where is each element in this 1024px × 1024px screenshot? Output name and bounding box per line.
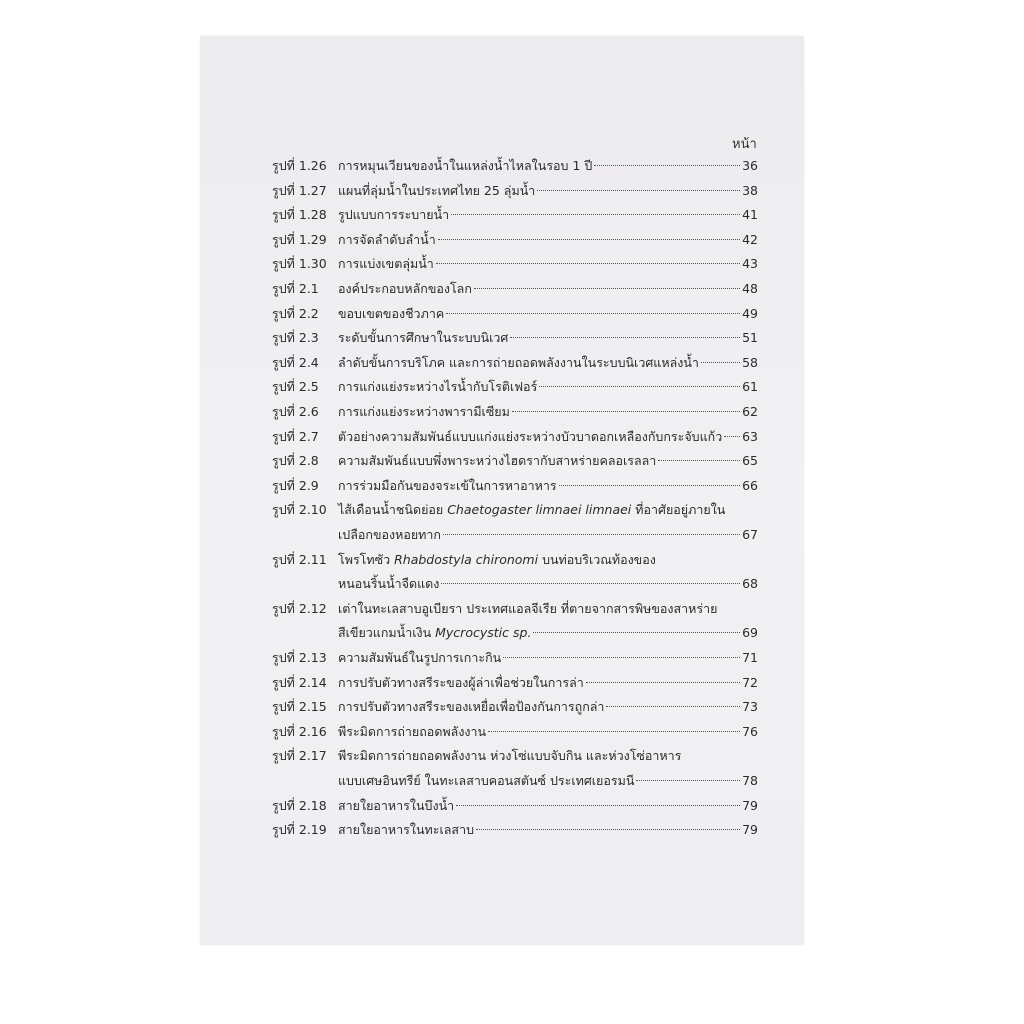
figure-title	[338, 525, 441, 545]
figure-title	[338, 353, 699, 373]
figure-title	[338, 181, 535, 201]
figure-entry	[272, 328, 758, 348]
title-text: ตัวอย่างความสัมพันธ์แบบแก่งแย่งระหว่างบัวบาดอกเหลืองกับกระจับแก้ว	[338, 428, 723, 444]
page-number: 69	[742, 625, 758, 641]
figure-number: รูปที่ 2.15	[272, 699, 327, 715]
page-number: 38	[742, 182, 758, 198]
title-text: การจัดลำดับลำน้ำ	[338, 231, 436, 247]
dot-leader	[586, 669, 740, 683]
figure-entry	[272, 648, 758, 668]
figure-number: รูปที่ 2.19	[272, 822, 327, 838]
figure-entry	[272, 697, 758, 717]
dot-leader	[503, 645, 740, 659]
title-text: พีระมิดการถ่ายถอดพลังงาน	[338, 723, 487, 739]
page-number: 58	[742, 354, 758, 370]
figure-number: รูปที่ 2.2	[272, 305, 319, 321]
title-text: เต่าในทะเลสาบอูเบียรา ประเทศแอลจีเรีย ที่ตายจากสารพิษของสาหร่าย	[338, 600, 718, 616]
figure-number: รูปที่ 2.9	[272, 477, 319, 493]
figure-title	[338, 500, 725, 520]
figure-number: รูปที่ 2.12	[272, 600, 327, 616]
figure-title	[338, 623, 531, 643]
page-number: 78	[742, 773, 758, 788]
figure-title	[338, 304, 444, 324]
figure-title	[338, 648, 501, 668]
figure-title	[338, 279, 472, 299]
figure-title	[338, 574, 439, 594]
figure-number: รูปที่ 2.3	[272, 330, 319, 346]
title-text: ลำดับขั้นการบริโภค และการถ่ายถอดพลังงานในระบบนิเวศแหล่งน้ำ	[338, 354, 699, 370]
title-text: ไส้เดือนน้ำชนิดย่อย	[338, 502, 448, 518]
figure-entry	[272, 796, 758, 816]
figure-entry	[272, 230, 758, 250]
page-number: 71	[742, 650, 758, 665]
figure-entry	[272, 427, 758, 447]
title-text: โพรโทซัว	[338, 551, 395, 567]
figure-entry	[272, 746, 758, 766]
figure-number: รูปที่ 2.4	[272, 354, 319, 370]
figure-entry-continuation	[272, 623, 758, 643]
figure-title	[338, 550, 656, 570]
figure-title	[338, 722, 486, 742]
figure-number: รูปที่ 2.5	[272, 379, 319, 395]
figure-number: รูปที่ 2.7	[272, 428, 319, 444]
figure-entry	[272, 181, 758, 201]
figure-entry	[272, 156, 758, 176]
figure-number: รูปที่ 2.8	[272, 453, 319, 469]
figure-number: รูปที่ 2.1	[272, 281, 319, 296]
title-text: การปรับตัวทางสรีระของเหยื่อเพื่อป้องกันการถูกล่า	[338, 699, 605, 715]
page-number: 65	[742, 453, 758, 469]
figure-title	[338, 746, 681, 766]
dot-leader	[441, 571, 740, 585]
species-name: Mycrocystic sp.	[435, 625, 532, 641]
dot-leader	[474, 276, 740, 290]
title-text: ที่อาศัยอยู่ภายใน	[631, 502, 726, 518]
title-text: สายใยอาหารในทะเลสาบ	[338, 822, 475, 838]
title-text: การแบ่งเขตลุ่มน้ำ	[338, 256, 434, 272]
page-number: 36	[742, 158, 758, 173]
figure-entry	[272, 304, 758, 324]
title-text: แผนที่ลุ่มน้ำในประเทศไทย 25 ลุ่มน้ำ	[338, 182, 536, 198]
figure-number: รูปที่ 2.14	[272, 674, 327, 690]
page-number: 72	[742, 674, 758, 690]
figure-entry-continuation	[272, 574, 758, 594]
figure-title	[338, 599, 717, 619]
figure-entry	[272, 599, 758, 619]
figure-number: รูปที่ 2.13	[272, 650, 327, 665]
figure-entry	[272, 353, 758, 373]
figure-entry	[272, 476, 758, 496]
figure-number: รูปที่ 2.17	[272, 748, 327, 764]
page-number: 68	[742, 576, 758, 592]
figure-title	[338, 697, 604, 717]
page-number: 62	[742, 404, 758, 419]
figure-number: รูปที่ 1.26	[272, 158, 327, 173]
figure-title	[338, 230, 436, 250]
figure-title	[338, 771, 634, 791]
dot-leader	[539, 374, 740, 388]
title-text: การร่วมมือกันของจระเข้ในการหาอาหาร	[338, 477, 557, 493]
figure-title	[338, 451, 656, 471]
title-text: พีระมิดการถ่ายถอดพลังงาน ห่วงโซ่แบบจับกิน และห่วงโซ่อาหาร	[338, 748, 682, 764]
figure-title	[338, 673, 584, 693]
dot-leader	[436, 251, 740, 265]
title-text: เปลือกของหอยทาก	[338, 527, 441, 542]
page-number: 63	[742, 428, 758, 444]
figure-entry	[272, 722, 758, 742]
title-text: แบบเศษอินทรีย์ ในทะเลสาบคอนสตันซ์ ประเทศเยอรมนี	[338, 773, 635, 788]
title-text: การแก่งแย่งระหว่างไรน้ำกับโรติเฟอร์	[338, 379, 538, 395]
dot-leader	[594, 153, 740, 167]
page-column-header: หน้า	[732, 137, 757, 152]
dot-leader	[724, 423, 740, 437]
figure-number: รูปที่ 1.28	[272, 207, 327, 223]
page-number: 79	[742, 822, 758, 838]
figure-title	[338, 254, 434, 274]
figure-entry	[272, 402, 758, 422]
species-name: Chaetogaster limnaei limnaei	[447, 502, 632, 518]
figure-number: รูปที่ 2.16	[272, 723, 327, 739]
dot-leader	[443, 522, 740, 536]
dot-leader	[456, 792, 740, 806]
figure-entry	[272, 550, 758, 570]
title-text: การแก่งแย่งระหว่างพารามีเซียม	[338, 404, 510, 419]
page-number: 43	[742, 256, 758, 272]
title-text: สายใยอาหารในบึงน้ำ	[338, 797, 455, 813]
page-number: 41	[742, 207, 758, 223]
figure-title	[338, 476, 557, 496]
title-text: สีเขียวแกมน้ำเงิน	[338, 625, 436, 641]
figure-title	[338, 377, 537, 397]
figure-title	[338, 328, 508, 348]
page-number: 61	[742, 379, 758, 395]
page-number: 79	[742, 797, 758, 813]
page-number: 66	[742, 477, 758, 493]
figure-entry-continuation	[272, 771, 758, 791]
page-number: 49	[742, 305, 758, 321]
title-text: ความสัมพันธ์แบบพึ่งพาระหว่างไฮดรากับสาหร่ายคลอเรลลา	[338, 453, 657, 469]
figure-entry	[272, 205, 758, 225]
figure-entry	[272, 451, 758, 471]
title-text: การปรับตัวทางสรีระของผู้ล่าเพื่อช่วยในการล่า	[338, 674, 584, 690]
title-text: การหมุนเวียนของน้ำในแหล่งน้ำไหลในรอบ 1 ปี	[338, 158, 593, 173]
page-number: 48	[742, 281, 758, 296]
title-text: ระดับขั้นการศึกษาในระบบนิเวศ	[338, 330, 509, 346]
dot-leader	[701, 349, 740, 363]
title-text: องค์ประกอบหลักของโลก	[338, 281, 472, 296]
figure-title	[338, 402, 510, 422]
figure-title	[338, 156, 592, 176]
dot-leader	[476, 817, 740, 831]
dot-leader	[559, 472, 741, 486]
figure-number: รูปที่ 1.29	[272, 231, 327, 247]
figure-number: รูปที่ 2.11	[272, 551, 327, 567]
title-text: รูปแบบการระบายน้ำ	[338, 207, 450, 223]
page-number: 73	[742, 699, 758, 715]
title-text: ขอบเขตของชีวภาค	[338, 305, 445, 321]
species-name: Rhabdostyla chironomi	[394, 551, 539, 567]
figure-number: รูปที่ 2.6	[272, 404, 319, 419]
figure-number: รูปที่ 2.18	[272, 797, 327, 813]
dot-leader	[533, 620, 740, 634]
page-number: 76	[742, 723, 758, 739]
figure-number: รูปที่ 1.30	[272, 256, 327, 272]
figure-entry	[272, 279, 758, 299]
figure-entry	[272, 820, 758, 840]
dot-leader	[606, 694, 740, 708]
page-number: 42	[742, 231, 758, 247]
figure-entry	[272, 500, 758, 520]
dot-leader	[488, 718, 740, 732]
figure-title	[338, 820, 474, 840]
dot-leader	[512, 399, 740, 413]
figure-entry	[272, 254, 758, 274]
figure-entry-continuation	[272, 525, 758, 545]
dot-leader	[451, 202, 740, 216]
page-number: 67	[742, 527, 758, 542]
figure-title	[338, 205, 449, 225]
figure-title	[338, 427, 722, 447]
title-text: บนท่อบริเวณท้องของ	[538, 551, 656, 567]
dot-leader	[510, 325, 740, 339]
dot-leader	[537, 177, 740, 191]
figure-entry	[272, 377, 758, 397]
figure-entry	[272, 673, 758, 693]
page-number: 51	[742, 330, 758, 346]
title-text: ความสัมพันธ์ในรูปการเกาะกิน	[338, 650, 502, 665]
dot-leader	[636, 768, 740, 782]
figure-number: รูปที่ 2.10	[272, 502, 327, 518]
dot-leader	[438, 226, 740, 240]
figure-title	[338, 796, 454, 816]
title-text: หนอนริ้นน้ำจืดแดง	[338, 576, 440, 592]
dot-leader	[446, 300, 740, 314]
dot-leader	[658, 448, 740, 462]
figure-number: รูปที่ 1.27	[272, 182, 327, 198]
